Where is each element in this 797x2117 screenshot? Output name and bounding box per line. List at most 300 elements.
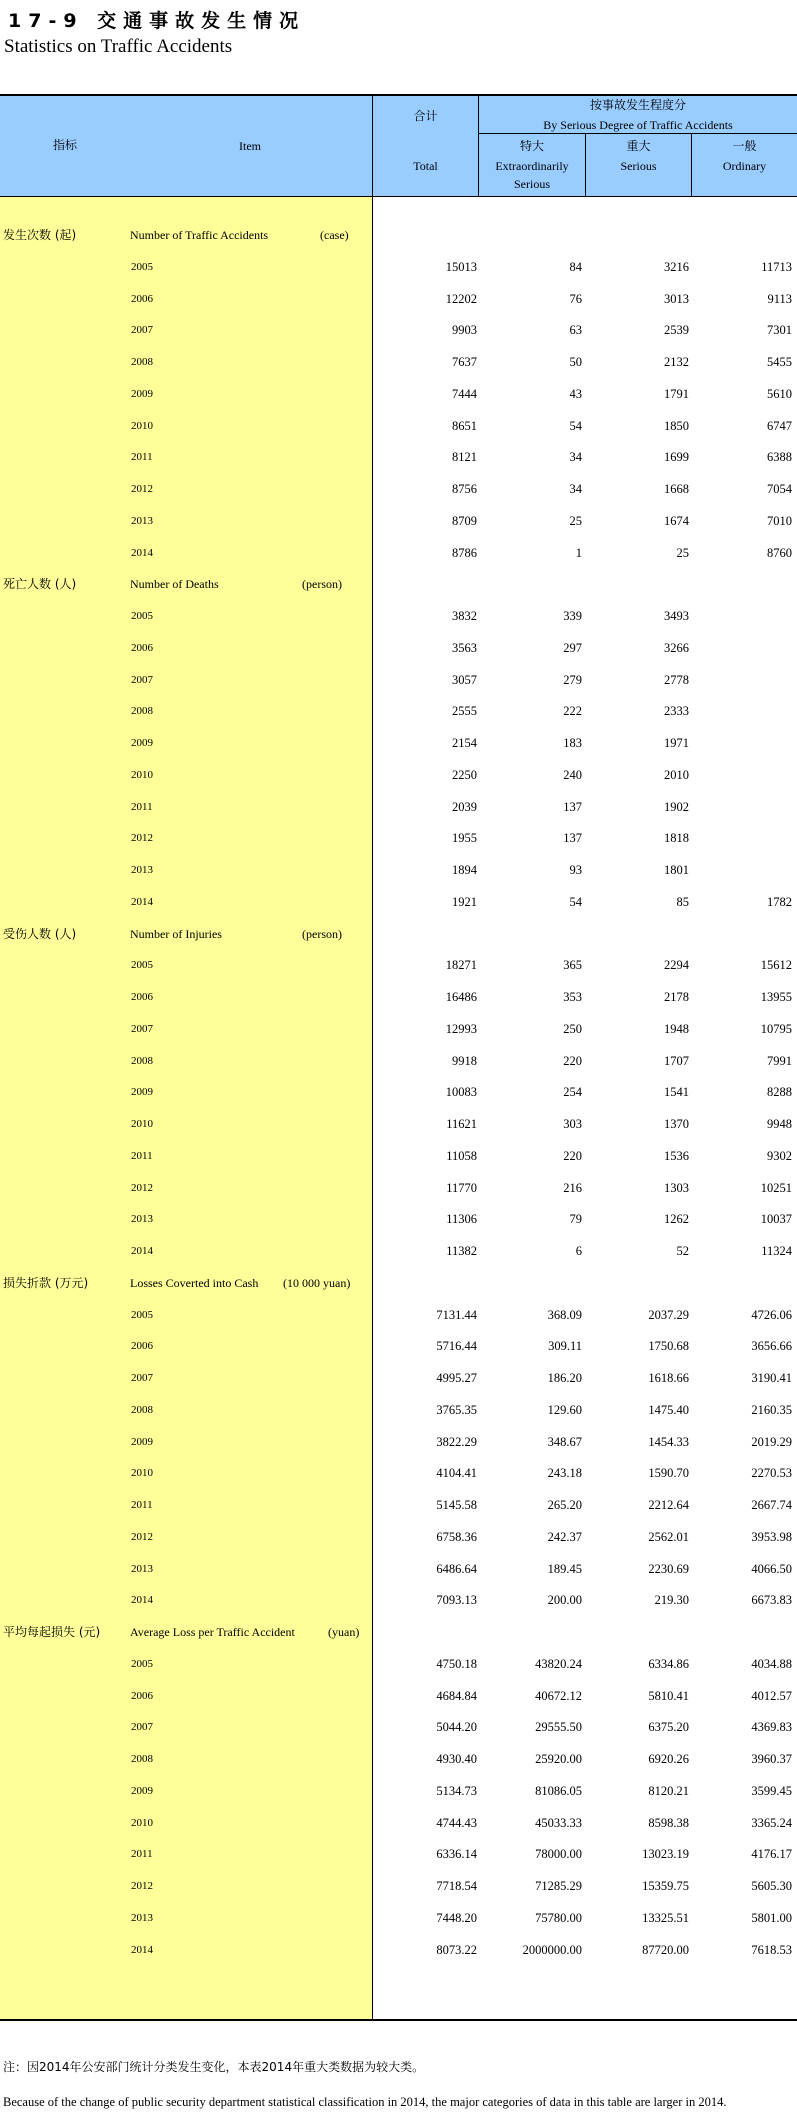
extraordinary-cell: 265.20 [547,1498,582,1512]
table-row [0,701,797,721]
year-cell: 2011 [131,1848,153,1861]
total-cell: 8756 [452,482,477,496]
table-row [0,1051,797,1071]
serious-cell: 1370 [664,1117,689,1131]
serious-cell: 6920.26 [648,1752,689,1766]
ordinary-cell: 6673.83 [751,1593,792,1608]
year-cell: 2010 [131,768,153,781]
serious-cell: 1707 [664,1053,689,1068]
extraordinary-cell: 220 [563,1053,582,1068]
extraordinary-cell: 34 [569,482,582,496]
total-cell: 8073.22 [436,1942,477,1957]
header-total-en: Total [413,159,438,173]
serious-cell: 2230.69 [648,1561,689,1576]
serious-cell: 3493 [664,609,689,623]
ordinary-cell: 4034.88 [751,1656,792,1671]
year-cell: 2006 [131,1340,153,1353]
year-cell: 2007 [131,673,153,686]
header-indicator: 指标 [52,138,77,152]
table-row [0,1209,797,1229]
serious-cell: 2212.64 [648,1498,689,1512]
extraordinary-cell: 54 [569,894,582,909]
serious-cell: 1303 [664,1180,689,1195]
extraordinary-cell: 78000.00 [535,1847,582,1862]
header-ordinary-en: Ordinary [722,159,767,173]
extraordinary-cell: 29555.50 [535,1720,582,1735]
total-cell: 16486 [445,990,477,1004]
year-cell: 2014 [131,895,153,908]
serious-cell: 1674 [664,513,689,528]
year-cell: 2007 [131,1022,153,1035]
serious-cell: 2778 [664,672,689,687]
ordinary-cell: 4176.17 [751,1847,792,1862]
group-label-en: Number of Deaths [130,577,219,592]
table-row [0,511,797,531]
group-unit: (yuan) [328,1625,360,1639]
table-row [0,1336,797,1356]
serious-cell: 1699 [664,450,689,465]
serious-cell: 1801 [664,863,689,877]
table-row [0,987,797,1007]
year-cell: 2014 [131,1943,153,1956]
table-title-zh: 17-9 交通事故发生情况 [8,10,306,32]
total-cell: 11058 [446,1148,477,1163]
ordinary-cell: 8760 [767,545,792,560]
ordinary-cell: 2019.29 [751,1434,792,1449]
total-cell: 15013 [445,259,477,274]
header-bottom-rule [0,196,797,197]
serious-cell: 5810.41 [648,1688,689,1703]
serious-cell: 2178 [664,990,689,1004]
ordinary-cell: 5455 [767,355,792,369]
table-row [0,955,797,975]
group-label-en: Number of Injuries [130,926,222,941]
year-cell: 2009 [131,1086,153,1099]
serious-cell: 87720.00 [642,1942,689,1957]
total-cell: 7448.20 [436,1910,477,1925]
ordinary-cell: 2667.74 [751,1498,792,1512]
year-cell: 2012 [131,483,153,495]
extraordinary-cell: 43 [569,386,582,401]
table-row [0,1590,797,1610]
ordinary-cell: 5610 [767,386,792,401]
serious-cell: 8120.21 [648,1783,689,1798]
ordinary-cell: 3365.24 [751,1815,792,1830]
table-row [0,1241,797,1261]
serious-cell: 3013 [664,291,689,306]
extraordinary-cell: 129.60 [547,1402,582,1417]
serious-cell: 1791 [664,386,689,401]
serious-cell: 8598.38 [648,1815,689,1830]
ordinary-cell: 5801.00 [751,1910,792,1925]
total-cell: 4750.18 [436,1656,477,1671]
total-cell: 11382 [446,1244,477,1258]
serious-cell: 1475.40 [648,1402,689,1417]
serious-cell: 3216 [664,259,689,274]
group-row [0,574,797,594]
serious-cell: 13325.51 [642,1910,689,1925]
table-row [0,1019,797,1039]
table-row [0,416,797,436]
ordinary-cell: 15612 [760,958,792,973]
year-cell: 2011 [131,1499,153,1511]
extraordinary-cell: 243.18 [547,1466,582,1481]
ordinary-cell: 10795 [760,1021,792,1036]
group-label-en: Number of Traffic Accidents [130,228,269,242]
note-zh: 注：因2014年公安部门统计分类发生变化，本表2014年重大类数据为较大类。 [3,2060,425,2074]
group-unit: (case) [320,228,349,242]
extraordinary-cell: 353 [563,990,582,1004]
year-cell: 2006 [131,1689,153,1702]
table-row [0,606,797,626]
ordinary-cell: 3656.66 [751,1339,792,1354]
year-cell: 2013 [131,1562,153,1575]
ordinary-cell: 3599.45 [751,1783,792,1798]
extraordinary-cell: 71285.29 [535,1879,582,1893]
header-extra-en-1: Extraordinarily [495,159,569,173]
total-cell: 3765.35 [436,1402,477,1417]
extraordinary-cell: 240 [563,767,582,782]
ordinary-cell: 9948 [767,1117,792,1131]
table-row [0,1146,797,1166]
ordinary-cell: 7054 [767,482,792,496]
table-row [0,1368,797,1388]
serious-cell: 2010 [664,767,689,782]
group-row [0,1273,797,1293]
serious-cell: 2294 [664,958,689,973]
year-cell: 2014 [131,546,153,559]
year-cell: 2010 [131,1118,153,1130]
ordinary-cell: 3953.98 [751,1529,792,1544]
serious-cell: 2333 [664,704,689,719]
year-cell: 2009 [131,387,153,400]
serious-cell: 1541 [664,1085,689,1100]
extraordinary-cell: 75780.00 [535,1910,582,1925]
ordinary-cell: 3190.41 [751,1371,792,1385]
extraordinary-cell: 339 [563,609,582,623]
table-row [0,860,797,880]
extraordinary-cell: 309.11 [548,1339,582,1354]
serious-cell: 3266 [664,640,689,655]
extraordinary-cell: 54 [569,418,582,433]
extraordinary-cell: 2000000.00 [522,1942,582,1957]
year-cell: 2007 [131,1372,153,1384]
year-cell: 2011 [131,1149,153,1162]
total-cell: 7093.13 [436,1593,477,1608]
total-cell: 3563 [452,640,477,655]
ordinary-cell: 6747 [767,418,792,433]
ordinary-cell: 4066.50 [751,1561,792,1576]
table-row [0,828,797,848]
table-row [0,670,797,690]
total-cell: 4930.40 [436,1752,477,1766]
extraordinary-cell: 254 [563,1085,582,1100]
table-row [0,638,797,658]
header-total-zh: 合计 [413,109,438,123]
table-row [0,1940,797,1960]
year-cell: 2005 [131,1657,153,1670]
ordinary-cell: 2270.53 [751,1466,792,1481]
year-cell: 2007 [131,324,153,337]
table-row [0,1305,797,1325]
extraordinary-cell: 50 [569,355,582,369]
serious-cell: 2539 [664,323,689,338]
ordinary-cell: 10037 [760,1212,792,1227]
ordinary-cell: 7010 [767,513,792,528]
extraordinary-cell: 76 [569,291,582,306]
serious-cell: 25 [676,545,689,560]
total-cell: 6758.36 [436,1529,477,1544]
group-label-zh: 发生次数 (起) [3,228,77,242]
total-cell: 5134.73 [436,1783,477,1798]
table-row [0,892,797,912]
total-cell: 5044.20 [436,1720,477,1735]
extraordinary-cell: 222 [563,704,582,719]
total-cell: 8651 [452,418,477,433]
table-row [0,352,797,372]
extraordinary-cell: 348.67 [547,1434,582,1449]
group-label-en: Losses Coverted into Cash [130,1275,259,1290]
group-label-zh: 死亡人数 (人) [3,577,77,592]
table-row [0,289,797,309]
year-cell: 2010 [131,419,153,432]
serious-cell: 1590.70 [648,1466,689,1481]
extraordinary-cell: 81086.05 [535,1783,582,1798]
table-row [0,1844,797,1864]
extraordinary-cell: 34 [569,450,582,465]
table-row [0,320,797,340]
item-column-background [0,197,372,2019]
ordinary-cell: 11713 [761,259,792,274]
serious-cell: 2037.29 [648,1307,689,1322]
serious-cell: 1618.66 [648,1371,689,1385]
total-cell: 12993 [445,1021,477,1036]
table-title-en: Statistics on Traffic Accidents [4,36,233,57]
header-by-degree-en: By Serious Degree of Traffic Accidents [543,118,733,132]
extraordinary-cell: 220 [563,1148,582,1163]
year-cell: 2012 [131,1880,153,1892]
group-label-en: Average Loss per Traffic Accident [130,1625,295,1639]
table-row [0,1717,797,1737]
year-cell: 2009 [131,1784,153,1797]
serious-cell: 85 [676,894,689,909]
table-row [0,543,797,563]
extraordinary-cell: 84 [569,259,582,274]
serious-cell: 219.30 [654,1593,689,1608]
group-row [0,924,797,944]
extraordinary-cell: 137 [563,799,582,814]
total-cell: 1894 [452,863,477,877]
header-extra-zh: 特大 [519,139,544,153]
extraordinary-cell: 279 [563,672,582,687]
year-cell: 2005 [131,260,153,273]
extraordinary-cell: 368.09 [547,1307,582,1322]
table-row [0,797,797,817]
year-cell: 2013 [131,1911,153,1924]
table-row [0,765,797,785]
total-cell: 10083 [445,1085,477,1100]
ordinary-cell: 5605.30 [751,1879,792,1893]
total-cell: 9918 [452,1053,477,1068]
total-cell: 9903 [452,323,477,338]
serious-cell: 2132 [664,355,689,369]
table-row [0,1686,797,1706]
bottom-rule [0,2019,797,2021]
year-cell: 2013 [131,514,153,527]
table-row [0,447,797,467]
year-cell: 2010 [131,1467,153,1480]
total-cell: 12202 [445,291,477,306]
year-cell: 2006 [131,991,153,1003]
extraordinary-cell: 45033.33 [535,1815,582,1830]
table-row [0,1908,797,1928]
serious-cell: 6334.86 [648,1656,689,1671]
year-cell: 2011 [131,451,153,464]
serious-cell: 1818 [664,831,689,846]
extraordinary-cell: 93 [569,863,582,877]
year-cell: 2009 [131,1435,153,1448]
total-cell: 5145.58 [436,1498,477,1512]
total-cell: 7131.44 [436,1307,477,1322]
year-cell: 2005 [131,959,153,972]
table-row [0,479,797,499]
table-row [0,1463,797,1483]
extraordinary-cell: 216 [563,1180,582,1195]
ordinary-cell: 7618.53 [751,1942,792,1957]
subheader-rule [478,133,797,134]
year-cell: 2008 [131,356,153,368]
total-cell: 2250 [452,767,477,782]
extraordinary-cell: 137 [563,831,582,846]
total-cell: 3832 [452,609,477,623]
total-cell: 3822.29 [436,1434,477,1449]
ordinary-cell: 6388 [767,450,792,465]
table-row [0,1082,797,1102]
group-label-zh: 平均每起损失 (元) [3,1625,101,1639]
table-row [0,1654,797,1674]
total-cell: 8121 [452,450,477,465]
total-cell: 8709 [452,513,477,528]
year-cell: 2008 [131,1403,153,1416]
ordinary-cell: 9302 [767,1148,792,1163]
header-item: Item [239,139,261,153]
extraordinary-cell: 1 [575,545,582,560]
year-cell: 2010 [131,1816,153,1829]
total-cell: 2154 [452,736,477,750]
table-row [0,1559,797,1579]
year-cell: 2014 [131,1245,153,1257]
table-row [0,1749,797,1769]
extraordinary-cell: 40672.12 [535,1688,582,1703]
total-cell: 7444 [452,386,477,401]
total-cell: 1955 [452,831,477,846]
serious-cell: 1971 [664,736,689,750]
total-cell: 7637 [452,355,477,369]
serious-cell: 1454.33 [648,1434,689,1449]
extraordinary-cell: 6 [575,1244,582,1258]
total-cell: 6486.64 [436,1561,477,1576]
extraordinary-cell: 25920.00 [535,1752,582,1766]
ordinary-cell: 7301 [767,323,792,338]
table-row [0,1178,797,1198]
extraordinary-cell: 303 [563,1117,582,1131]
total-cell: 5716.44 [436,1339,477,1354]
table-row [0,1876,797,1896]
table-row [0,384,797,404]
extraordinary-cell: 43820.24 [535,1656,582,1671]
serious-cell: 1750.68 [648,1339,689,1354]
total-cell: 2039 [452,799,477,814]
year-cell: 2005 [131,610,153,622]
serious-cell: 1850 [664,418,689,433]
total-cell: 3057 [452,672,477,687]
group-row [0,225,797,245]
ordinary-cell: 8288 [767,1085,792,1100]
ordinary-cell: 1782 [767,894,792,909]
serious-cell: 1902 [664,799,689,814]
table-row [0,1495,797,1515]
ordinary-cell: 4726.06 [751,1307,792,1322]
extraordinary-cell: 200.00 [547,1593,582,1608]
year-cell: 2012 [131,832,153,845]
year-cell: 2005 [131,1308,153,1321]
serious-cell: 1536 [664,1148,689,1163]
note-en: Because of the change of public security department statistical classification in 2014, the major categories of data in this table are larger in 2014. [3,2095,727,2109]
year-cell: 2006 [131,641,153,654]
year-cell: 2008 [131,1054,153,1067]
extraordinary-cell: 242.37 [547,1529,582,1544]
ordinary-cell: 11324 [761,1244,792,1258]
group-row [0,1622,797,1642]
table-row [0,1400,797,1420]
year-cell: 2006 [131,292,153,305]
serious-cell: 15359.75 [642,1879,689,1893]
extraordinary-cell: 79 [569,1212,582,1227]
extraordinary-cell: 183 [563,736,582,750]
header-by-degree-zh: 按事故发生程度分 [589,98,686,112]
year-cell: 2014 [131,1594,153,1607]
group-label-zh: 损失折款 (万元) [3,1275,89,1290]
extraordinary-cell: 297 [563,640,582,655]
ordinary-cell: 3960.37 [751,1752,792,1766]
serious-cell: 2562.01 [648,1529,689,1544]
ordinary-cell: 4369.83 [751,1720,792,1735]
year-cell: 2011 [131,800,153,813]
table-row [0,733,797,753]
ordinary-cell: 9113 [767,291,792,306]
group-label-zh: 受伤人数 (人) [3,926,77,941]
ordinary-cell: 13955 [760,990,792,1004]
ordinary-cell: 4012.57 [751,1688,792,1703]
year-cell: 2008 [131,1753,153,1765]
table-row [0,1813,797,1833]
header-ordinary-zh: 一般 [732,139,757,153]
year-cell: 2013 [131,864,153,876]
top-rule [0,94,797,96]
table-row [0,1432,797,1452]
table-row [0,1114,797,1134]
serious-cell: 13023.19 [642,1847,689,1862]
table-row [0,1781,797,1801]
header-serious-en: Serious [620,159,657,173]
header-extra-en-2: Serious [514,177,550,191]
year-cell: 2012 [131,1530,153,1543]
year-cell: 2008 [131,705,153,718]
extraordinary-cell: 365 [563,958,582,973]
serious-cell: 1948 [664,1021,689,1036]
total-cell: 11306 [446,1212,477,1227]
serious-cell: 6375.20 [648,1720,689,1735]
